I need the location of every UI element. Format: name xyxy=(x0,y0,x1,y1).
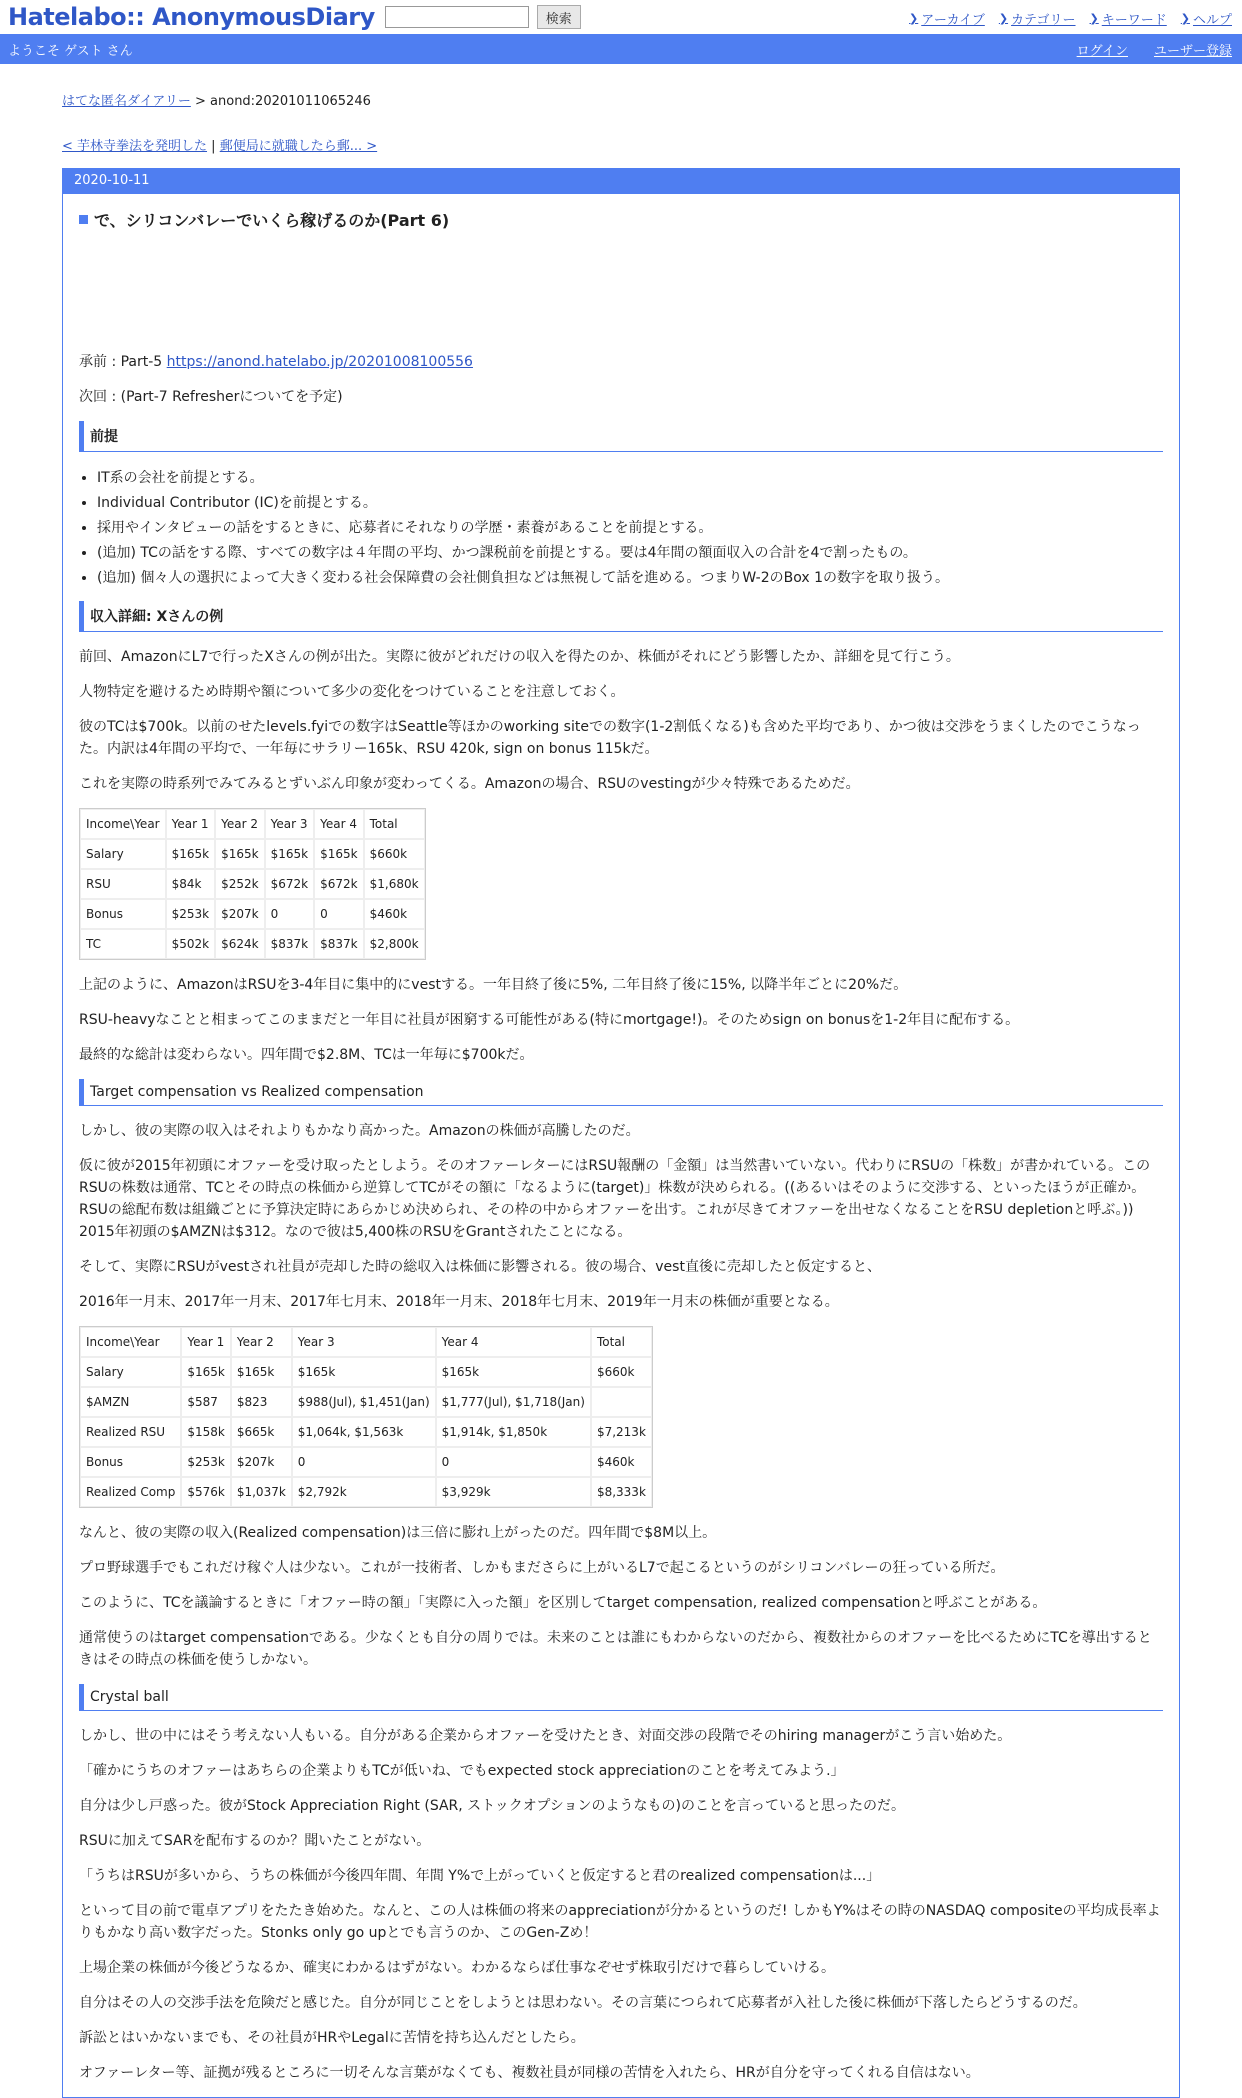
table-header-row xyxy=(80,1327,652,1357)
table-cell: $1,680k xyxy=(364,869,425,899)
breadcrumb-separator: > xyxy=(194,94,206,109)
table-cell: $252k xyxy=(215,869,265,899)
pager-separator: | xyxy=(211,139,216,154)
table-cell: $660k xyxy=(364,839,425,869)
site-logo[interactable]: Hatelabo:: AnonymousDiary xyxy=(8,3,375,31)
table-cell: 0 xyxy=(436,1447,591,1477)
section-heading-target-vs-realized: Target compensation vs Realized compensation xyxy=(79,1079,1163,1106)
entry-permalink-icon[interactable] xyxy=(79,215,88,224)
table-cell: $165k xyxy=(166,839,216,869)
paragraph: 自分は少し戸惑った。彼がStock Appreciation Right (SAR, ストックオプションのようなもの)のことを言っていると思ったのだ。 xyxy=(79,1798,905,1814)
site-header xyxy=(0,0,1242,34)
realized-comp-table xyxy=(79,1326,653,1508)
paragraph: これを実際の時系列でみてみるとずいぶん印象が変わってくる。Amazonの場合、RSUのvestingが少々特殊であるためだ。 xyxy=(79,776,860,792)
table-header-cell: Year 1 xyxy=(166,809,216,839)
table-row xyxy=(80,1387,652,1417)
table-row xyxy=(80,839,425,869)
table-cell: 0 xyxy=(265,899,315,929)
prev-entry-link[interactable]: < 芋林寺拳法を発明した xyxy=(62,139,208,154)
top-nav xyxy=(909,9,1232,28)
breadcrumb-home-link[interactable]: はてな匿名ダイアリー xyxy=(62,94,191,109)
target-comp-table xyxy=(79,808,426,960)
table-cell: Salary xyxy=(80,839,166,869)
table-cell: $1,037k xyxy=(231,1477,292,1507)
table-cell: 0 xyxy=(314,899,364,929)
table-cell: $460k xyxy=(364,899,425,929)
table-cell: $207k xyxy=(215,899,265,929)
prev-part-link[interactable]: https://anond.hatelabo.jp/20201008100556 xyxy=(166,354,473,370)
table-cell: Realized Comp xyxy=(80,1477,181,1507)
table-cell: $576k xyxy=(181,1477,231,1507)
paragraph: 上場企業の株価が今後どうなるか、確実にわかるはずがない。わかるならば仕事なぞせず株取引だけで暮らしていける。 xyxy=(79,1960,835,1976)
table-row xyxy=(80,929,425,959)
table-header-cell: Total xyxy=(591,1327,652,1357)
table-cell: $665k xyxy=(231,1417,292,1447)
welcome-text: ようこそ ゲスト さん xyxy=(8,43,133,59)
section-heading-crystal-ball: Crystal ball xyxy=(79,1684,1163,1711)
table-cell: $165k xyxy=(231,1357,292,1387)
table-cell: $AMZN xyxy=(80,1387,181,1417)
table-cell: $207k xyxy=(231,1447,292,1477)
table-cell: $165k xyxy=(181,1357,231,1387)
list-item: • (追加) TCの話をする際、すべての数字は４年間の平均、かつ課税前を前提とする。要は4年間の額面収入の合計を4で割ったもの。 xyxy=(97,541,1163,566)
paragraph: プロ野球選手でもこれだけ稼ぐ人は少ない。これが一技術者、しかもまださらに上がいるL7で起こるというのがシリコンバレーの狂っている所だ。 xyxy=(79,1560,1005,1576)
table-cell: $7,213k xyxy=(591,1417,652,1447)
premise-list xyxy=(79,466,1163,591)
table-header-cell: Year 3 xyxy=(265,809,315,839)
day-date: 2020-10-11 xyxy=(63,169,1179,194)
nav-category[interactable] xyxy=(999,9,1076,28)
entry-body xyxy=(63,208,1179,2084)
table-cell: $84k xyxy=(166,869,216,899)
table-row xyxy=(80,1417,652,1447)
table-header-cell: Income\Year xyxy=(80,1327,181,1357)
list-item: • IT系の会社を前提とする。 xyxy=(97,466,1163,491)
pager xyxy=(62,135,1180,154)
prev-part-line xyxy=(79,351,1163,373)
list-item: • (追加) 個々人の選択によって大きく変わる社会保障費の会社側負担などは無視して話を進める。つまりW-2のBox 1の数字を取り扱う。 xyxy=(97,566,1163,591)
table-cell: $165k xyxy=(436,1357,591,1387)
breadcrumb-current: anond:20201011065246 xyxy=(210,94,371,109)
table-cell: Salary xyxy=(80,1357,181,1387)
table-cell: $8,333k xyxy=(591,1477,652,1507)
table-cell: $672k xyxy=(265,869,315,899)
table-header-cell: Year 3 xyxy=(292,1327,436,1357)
table-header-cell: Year 4 xyxy=(314,809,364,839)
nav-category-label: カテゴリー xyxy=(1011,13,1076,28)
chevron-right-icon: ❯ xyxy=(998,12,1009,25)
register-link[interactable]: ユーザー登録 xyxy=(1153,43,1232,59)
table-header-row xyxy=(80,809,425,839)
search-button[interactable]: 検索 xyxy=(537,5,581,29)
paragraph: RSU-heavyなことと相まってこのままだと一年目に社員が困窮する可能性がある(特にmortgage!)。そのためsign on bonusを1-2年目に配布する。 xyxy=(79,1012,1020,1028)
nav-help[interactable] xyxy=(1181,9,1232,28)
table-cell: $158k xyxy=(181,1417,231,1447)
nav-archive[interactable] xyxy=(909,9,985,28)
table-header-cell: Year 2 xyxy=(215,809,265,839)
paragraph: 上記のように、AmazonはRSUを3-4年目に集中的にvestする。一年目終了後に5%, 二年目終了後に15%, 以降半年ごとに20%だ。 xyxy=(79,977,908,993)
entry-title xyxy=(79,208,1163,231)
paragraph: 前回、AmazonにL7で行ったXさんの例が出た。実際に彼がどれだけの収入を得たのか、株価がそれにどう影響したか、詳細を見て行こう。 xyxy=(79,649,960,665)
day-section xyxy=(62,168,1180,2098)
table-row xyxy=(80,1477,652,1507)
breadcrumb xyxy=(62,90,1180,109)
table-cell: $3,929k xyxy=(436,1477,591,1507)
table-cell: $165k xyxy=(292,1357,436,1387)
paragraph: 仮に彼が2015年初頭にオファーを受け取ったとしよう。そのオファーレターにはRSU報酬の「金額」は当然書いていない。代わりにRSUの「株数」が書かれている。このRSUの株数は通常、TCとその時点の株価から逆算してTCがその額に「なるように(target)」株数が決められる。((あるいはそのように交渉する、といったほうが正確か。RSUの総配布数は組織ごとに予算決定時にあらかじめ決められ、その枠の中からオファーを出す。これが尽きてオファーを出せなくなることをRSU depletionと呼ぶ。)) 2015年初頭の$AMZNは$312。なので彼は5,400株のRSUをGrantされたことになる。 xyxy=(79,1158,1151,1240)
table-cell: $253k xyxy=(181,1447,231,1477)
table-cell: $1,064k, $1,563k xyxy=(292,1417,436,1447)
paragraph: このように、TCを議論するときに「オファー時の額」「実際に入った額」を区別してtarget compensation, realized compensationと呼ぶことがある。 xyxy=(79,1595,1047,1611)
table-cell: $837k xyxy=(265,929,315,959)
paragraph: 自分はその人の交渉手法を危険だと感じた。自分が同じことをしようとは思わない。その言葉につられて応募者が入社した後に株価が下落したらどうするのだ。 xyxy=(79,1995,1087,2011)
table-cell: $502k xyxy=(166,929,216,959)
table-cell: $460k xyxy=(591,1447,652,1477)
table-cell: $672k xyxy=(314,869,364,899)
table-cell: $2,800k xyxy=(364,929,425,959)
paragraph: RSUに加えてSARを配布するのか？聞いたことがない。 xyxy=(79,1833,431,1849)
table-header-cell: Year 4 xyxy=(436,1327,591,1357)
table-row xyxy=(80,899,425,929)
prev-part-prefix: 承前 : Part-5 xyxy=(79,354,167,370)
table-cell: $988(Jul), $1,451(Jan) xyxy=(292,1387,436,1417)
table-header-cell: Total xyxy=(364,809,425,839)
table-header-cell: Year 1 xyxy=(181,1327,231,1357)
nav-keyword[interactable] xyxy=(1090,9,1167,28)
paragraph: 訴訟とはいかないまでも、その社員がHRやLegalに苦情を持ち込んだとしたら。 xyxy=(79,2030,585,2046)
entry-spacer xyxy=(79,231,1163,351)
paragraph: なんと、彼の実際の収入(Realized compensation)は三倍に膨れ上がったのだ。四年間で$8M以上。 xyxy=(79,1525,717,1541)
table-cell: $1,914k, $1,850k xyxy=(436,1417,591,1447)
table-cell: $1,777(Jul), $1,718(Jan) xyxy=(436,1387,591,1417)
next-part-line: 次回 : (Part-7 Refresherについてを予定) xyxy=(79,389,343,405)
table-row xyxy=(80,869,425,899)
section-heading-premise: 前提 xyxy=(79,421,1163,452)
table-cell: $837k xyxy=(314,929,364,959)
nav-archive-label: アーカイブ xyxy=(921,13,985,28)
table-cell: $253k xyxy=(166,899,216,929)
section-heading-income-detail: 収入詳細: Xさんの例 xyxy=(79,601,1163,632)
table-cell xyxy=(591,1387,652,1417)
paragraph: といって目の前で電卓アプリをたたき始めた。なんと、この人は株価の将来のappreciationが分かるというのだ! しかもY%はその時のNASDAQ compositeの平均成長率よりもかなり高い数字だった。Stonks only go upとでも言うのか、このGen-Zめ！ xyxy=(79,1903,1161,1941)
table-header-cell: Year 2 xyxy=(231,1327,292,1357)
table-cell: Bonus xyxy=(80,1447,181,1477)
entry-title-text: で、シリコンバレーでいくら稼げるのか(Part 6) xyxy=(94,211,450,230)
paragraph: 「確かにうちのオファーはあちらの企業よりもTCが低いね、でもexpected stock appreciationのことを考えてみよう.」 xyxy=(79,1763,845,1779)
list-item: • 採用やインタビューの話をするときに、応募者にそれなりの学歴・素養があることを前提とする。 xyxy=(97,516,1163,541)
chevron-right-icon: ❯ xyxy=(1089,12,1099,25)
table-cell: $624k xyxy=(215,929,265,959)
table-cell: RSU xyxy=(80,869,166,899)
nav-help-label: ヘルプ xyxy=(1192,13,1232,28)
table-cell: $165k xyxy=(265,839,315,869)
paragraph: 人物特定を避けるため時期や額について多少の変化をつけていることを注意しておく。 xyxy=(79,684,625,700)
chevron-right-icon: ❯ xyxy=(909,12,919,25)
paragraph: そして、実際にRSUがvestされ社員が売却した時の総収入は株価に影響される。彼の場合、vest直後に売却したと仮定すると、 xyxy=(79,1259,881,1275)
table-cell: Realized RSU xyxy=(80,1417,181,1447)
table-cell: $2,792k xyxy=(292,1477,436,1507)
table-row xyxy=(80,1447,652,1477)
table-cell: $165k xyxy=(314,839,364,869)
paragraph: 2016年一月末、2017年一月末、2017年七月末、2018年一月末、2018年七月末、2019年一月末の株価が重要となる。 xyxy=(79,1294,839,1310)
next-entry-link[interactable]: 郵便局に就職したら郵... > xyxy=(219,139,378,154)
table-row xyxy=(80,1357,652,1387)
paragraph: しかし、世の中にはそう考えない人もいる。自分がある企業からオファーを受けたとき、対面交渉の段階でそのhiring managerがこう言い始めた。 xyxy=(79,1728,1012,1744)
table-cell: TC xyxy=(80,929,166,959)
chevron-right-icon: ❯ xyxy=(1180,12,1190,25)
table-cell: Bonus xyxy=(80,899,166,929)
search-input[interactable] xyxy=(385,6,529,28)
table-cell: 0 xyxy=(292,1447,436,1477)
paragraph: 「うちはRSUが多いから、うちの株価が今後四年間、年間 Y%で上がっていくと仮定すると君のrealized compensationは...」 xyxy=(79,1868,881,1884)
table-header-cell: Income\Year xyxy=(80,809,166,839)
table-cell: $165k xyxy=(215,839,265,869)
welcome-bar xyxy=(0,34,1242,64)
table-cell: $587 xyxy=(181,1387,231,1417)
paragraph: 最終的な総計は変わらない。四年間で$2.8M、TCは一年毎に$700kだ。 xyxy=(79,1047,534,1063)
login-link[interactable]: ログイン xyxy=(1076,43,1128,59)
table-cell: $823 xyxy=(231,1387,292,1417)
paragraph: しかし、彼の実際の収入はそれよりもかなり高かった。Amazonの株価が高騰したのだ。 xyxy=(79,1123,640,1139)
nav-keyword-label: キーワード xyxy=(1101,13,1167,28)
list-item: • Individual Contributor (IC)を前提とする。 xyxy=(97,491,1163,516)
paragraph: 彼のTCは$700k。以前のせたlevels.fyiでの数字はSeattle等ほかのworking siteでの数字(1-2割低くなる)も含めた平均であり、かつ彼は交渉をうまくしたのでこうなった。内訳は4年間の平均で、一年毎にサラリー165k、RSU 420k, sign on bonus 115kだ。 xyxy=(79,719,1141,757)
table-cell: $660k xyxy=(591,1357,652,1387)
paragraph: オファーレター等、証拠が残るところに一切そんな言葉がなくても、複数社員が同様の苦情を入れたら、HRが自分を守ってくれる自信はない。 xyxy=(79,2065,980,2081)
paragraph: 通常使うのはtarget compensationである。少なくとも自分の周りでは。未来のことは誰にもわからないのだから、複数社からのオファーを比べるためにTCを導出するときはその時点の株価を使うしかない。 xyxy=(79,1630,1152,1668)
